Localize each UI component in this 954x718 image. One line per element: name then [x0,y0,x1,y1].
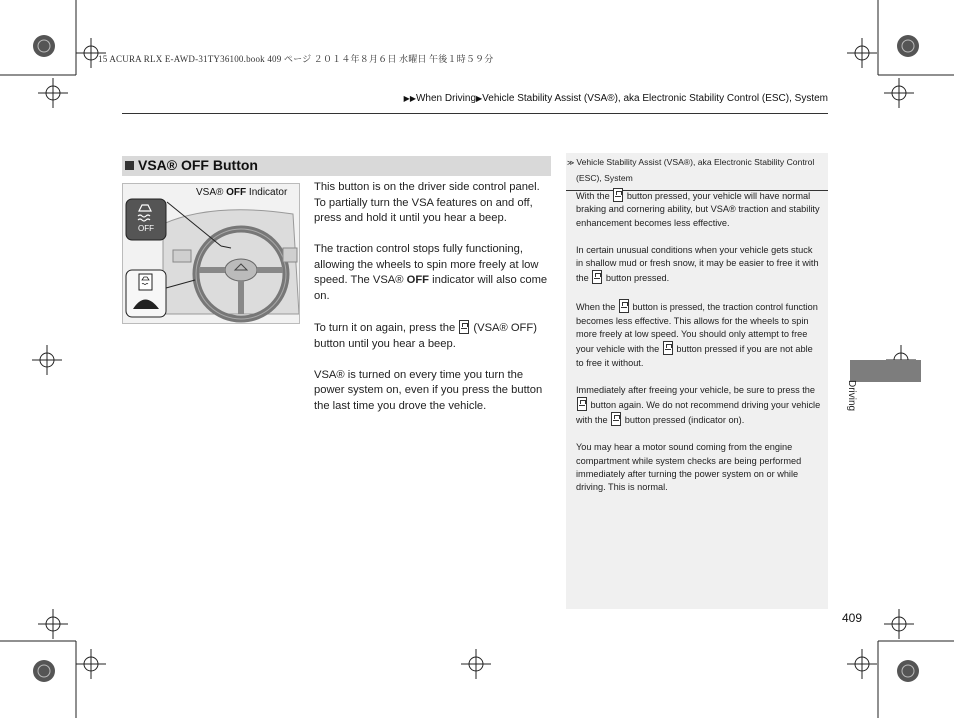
sb-p4-b: button again. We do not recommend driving your vehicle with the [576,400,821,426]
vsa-button-icon [592,270,602,284]
sb-p3-a: When the [576,302,618,313]
sidebar-heading [566,153,828,191]
breadcrumb-arrows: ▶▶ [403,94,416,103]
vsa-off-indicator-label [196,187,287,198]
dashboard-figure [122,183,300,324]
section-title: VSA® OFF Button [138,157,258,173]
sidebar-body [576,188,822,508]
sidebar-notes [566,153,828,609]
sb-p4-a: Immediately after freeing your vehicle, be sure to press the [576,384,815,395]
header-rule [122,113,828,114]
chapter-tab-label: Driving [846,380,857,412]
section-heading [122,156,551,176]
sb-p2-b: button pressed. [603,273,670,284]
page-number: 409 [842,611,863,625]
sidebar-heading-text: Vehicle Stability Assist (VSA®), aka Electronic Stability Control (ESC), System [576,157,815,183]
main-body-text [314,180,552,430]
breadcrumb-item-when-driving[interactable]: When Driving [415,93,477,104]
body-p2-text-b: indicator will also come on. [314,274,548,303]
section-square-icon [125,161,134,170]
sb-p1-a: With the [576,191,613,201]
vsa-button-icon [613,188,623,202]
body-paragraph-4: VSA® is turned on every time you turn the power system on, even if you press the button the last time you drove the vehicle. [314,368,543,413]
figure-label-prefix: VSA® [196,187,227,198]
sb-p3-c: button pressed if you are not able to free it without. [576,344,813,368]
breadcrumb-separator: ▶ [476,94,483,103]
indicator-off-text: OFF [138,224,154,233]
sb-p4-c: button pressed (indicator on). [622,415,745,426]
vsa-button-icon [663,341,673,355]
body-paragraph-2 [314,242,552,304]
sidebar-paragraph-4 [576,384,822,428]
sidebar-marker-icon: ≫ [567,160,575,167]
sidebar-paragraph-1 [576,188,822,230]
body-paragraph-1: This button is on the driver side control panel. To partially turn the VSA features on and off, press and hold it until you hear a beep. [314,181,540,225]
sb-p3-b: button is pressed, the traction control function becomes less effective. This allows for the wheels to spin more freely at low speed. You should only attempt to free your vehicle with the [576,302,818,355]
body-p2-text-a: The traction control stops fully functioning, allowing the wheels to spin more freely at low speed. The VSA® [314,243,539,287]
body-p3-text-b: (VSA® OFF) button until you hear a beep. [314,322,537,350]
body-p2-bold: OFF [406,274,429,287]
vsa-button-icon [619,299,629,313]
sidebar-paragraph-2 [576,244,822,286]
breadcrumb [404,93,828,104]
book-file-header: 15 ACURA RLX E-AWD-31TY36100.book 409 ページ ２０１４年８月６日 水曜日 午後１時５９分 [98,54,494,64]
body-p3-text-a: To turn it on again, press the [314,322,459,335]
figure-label-bold: OFF [226,187,247,198]
sb-p1-b: button pressed, your vehicle will have normal braking and cornering ability, but VSA® traction and stability enhancement becomes less effective. [576,191,820,228]
vsa-button-icon [611,412,621,426]
figure-label-suffix: Indicator [246,187,288,198]
body-paragraph-3 [314,320,552,352]
breadcrumb-item-vsa[interactable]: Vehicle Stability Assist (VSA®), aka Electronic Stability Control (ESC), System [482,93,828,104]
vsa-button-icon [577,397,587,411]
sidebar-paragraph-3 [576,299,822,370]
vsa-button-icon [459,320,469,334]
sidebar-paragraph-5: You may hear a motor sound coming from the engine compartment while system checks are being performed immediately after turning the power system on or while driving. This is normal. [576,442,802,493]
sb-p2-a: In certain unusual conditions when your vehicle gets stuck in shallow mud or fresh snow, it may be easier to free it with the [576,244,819,284]
dashboard-illustration [123,184,300,324]
chapter-tab[interactable] [850,360,921,382]
